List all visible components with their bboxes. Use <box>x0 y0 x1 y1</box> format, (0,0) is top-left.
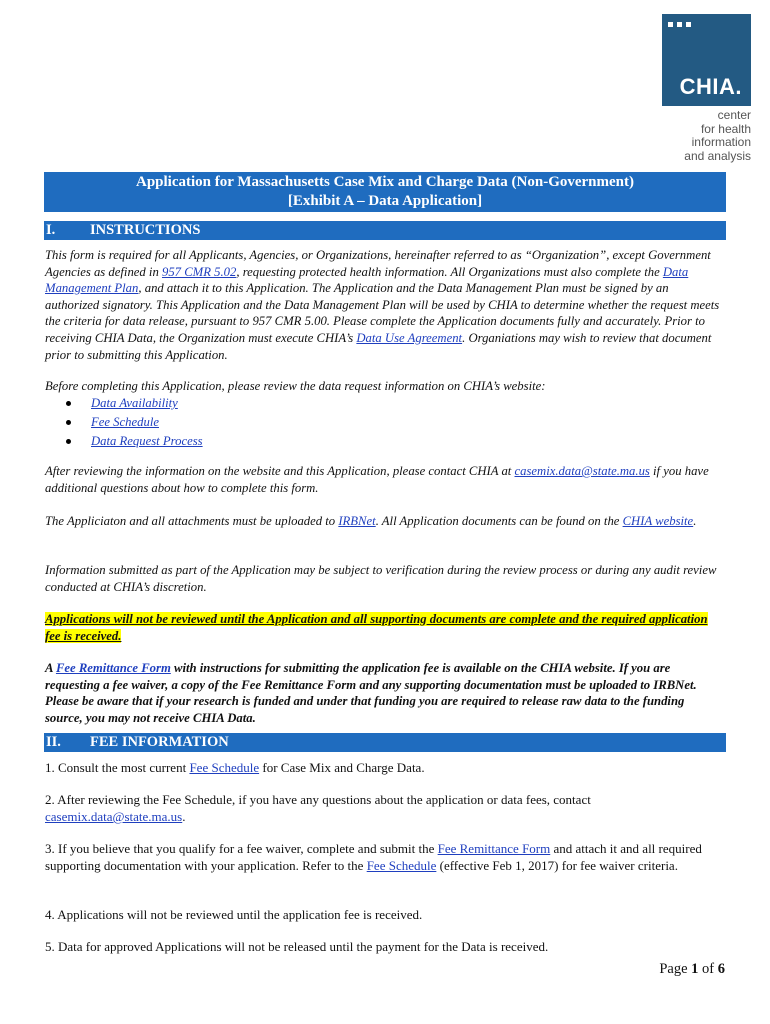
title-line-2: [Exhibit A – Data Application] <box>287 193 483 209</box>
irbnet-link[interactable]: IRBNet <box>338 514 376 528</box>
casemix-email-link[interactable]: casemix.data@state.ma.us <box>45 809 183 824</box>
page-number: Page 1 of 6 <box>659 961 725 977</box>
section-header-instructions: I. INSTRUCTIONS <box>44 221 726 240</box>
data-use-agreement-link[interactable]: Data Use Agreement <box>356 330 463 345</box>
instructions-paragraph-3: After reviewing the information on the website and this Application, please contact CHIA at casemix.data@state.ma.us if you have additional questions about how to complete this form. <box>45 464 709 495</box>
bullet-icon <box>66 420 71 425</box>
instructions-paragraph-1: This form is required for all Applicants, Agencies, or Organizations, hereinafter referred to as “Organization”, except Government Agencies as defined in 957 CMR 5.02, requesting protected health information. All Organizations must also complete the Data Management Plan, and attach it to this Application. The Application and the Data Management Plan must be signed by an authorized signatory. This Application and the Data Management Plan will be used by CHIA to determine whether the request meets the criteria for data release, pursuant to 957 CMR 5.00. Please complete the Application documents fully and accurately. Prior to receiving CHIA Data, the Organization must execute CHIA’s Data Use Agreement. Organiations may wish to review that document prior to submitting this Application. <box>45 248 720 362</box>
list-item <box>60 394 203 413</box>
data-availability-link[interactable]: Data Availability <box>91 396 178 410</box>
cmr-5-02-link[interactable]: 957 CMR 5.02 <box>161 264 237 279</box>
fee-item-5: 5. Data for approved Applications will not be released until the payment for the Data is received. <box>45 939 549 954</box>
document-title <box>44 172 726 212</box>
fee-remittance-form-link[interactable]: Fee Remittance Form <box>437 841 551 856</box>
fee-item-2: 2. After reviewing the Fee Schedule, if you have any questions about the application or data fees, contact casemix.data@state.ma.us. <box>45 792 591 824</box>
section-header-fee-information: II. FEE INFORMATION <box>44 733 726 752</box>
data-request-process-link[interactable]: Data Request Process <box>91 434 203 448</box>
logo-square-icon <box>668 22 673 27</box>
data-management-plan-link[interactable]: Data Management Plan <box>45 264 689 296</box>
fee-remittance-paragraph: A Fee Remittance Form with instructions for submitting the application fee is available on the CHIA website. If you are requesting a fee waiver, a copy of the Fee Remittance Form and any supporting documentation must be uploaded to IRBNet. Please be aware that if your research is funded and under that funding you are required to release raw data to the funding source, you may not receive CHIA Data. <box>45 661 697 725</box>
casemix-email-link[interactable]: casemix.data@state.ma.us <box>514 464 650 478</box>
fee-item-4: 4. Applications will not be reviewed until the application fee is received. <box>45 907 423 922</box>
logo-square-icon <box>677 22 682 27</box>
fee-schedule-link[interactable]: Fee Schedule <box>91 415 159 429</box>
logo-subtitle: center for health information and analysis <box>684 108 751 163</box>
logo-square-icon <box>686 22 691 27</box>
fee-schedule-link[interactable]: Fee Schedule <box>189 760 260 775</box>
bullet-icon <box>66 401 71 406</box>
title-line-1: Application for Massachusetts Case Mix and Charge Data (Non-Government) <box>135 174 635 190</box>
chia-website-link[interactable]: CHIA website <box>622 514 694 528</box>
chia-logo <box>662 14 751 106</box>
list-item <box>60 413 203 432</box>
instructions-paragraph-2: Before completing this Application, please review the data request information on CHIA’s website: <box>45 379 546 393</box>
fee-schedule-link[interactable]: Fee Schedule <box>366 858 437 873</box>
fee-remittance-form-link[interactable]: Fee Remittance Form <box>55 661 171 675</box>
fee-item-3: 3. If you believe that you qualify for a fee waiver, complete and submit the Fee Remittance Form and attach it and all required supporting documentation with your application. Refer to the Fee Schedule (effective Feb 1, 2017) for fee waiver criteria. <box>45 841 702 873</box>
logo-wordmark: CHIA. <box>679 74 742 99</box>
website-links-list <box>60 394 203 451</box>
instructions-paragraph-5: Information submitted as part of the Application may be subject to verification during the review process or during any audit review conducted at CHIA’s discretion. <box>45 563 717 594</box>
list-item <box>60 432 203 451</box>
instructions-paragraph-4: The Appliciaton and all attachments must be uploaded to IRBNet. All Application documents can be found on the CHIA website. <box>45 514 697 528</box>
fee-item-1: 1. Consult the most current Fee Schedule for Case Mix and Charge Data. <box>45 760 425 775</box>
review-warning-notice: Applications will not be reviewed until the Application and all supporting documents are complete and the required application fee is received. <box>45 612 708 643</box>
bullet-icon <box>66 439 71 444</box>
